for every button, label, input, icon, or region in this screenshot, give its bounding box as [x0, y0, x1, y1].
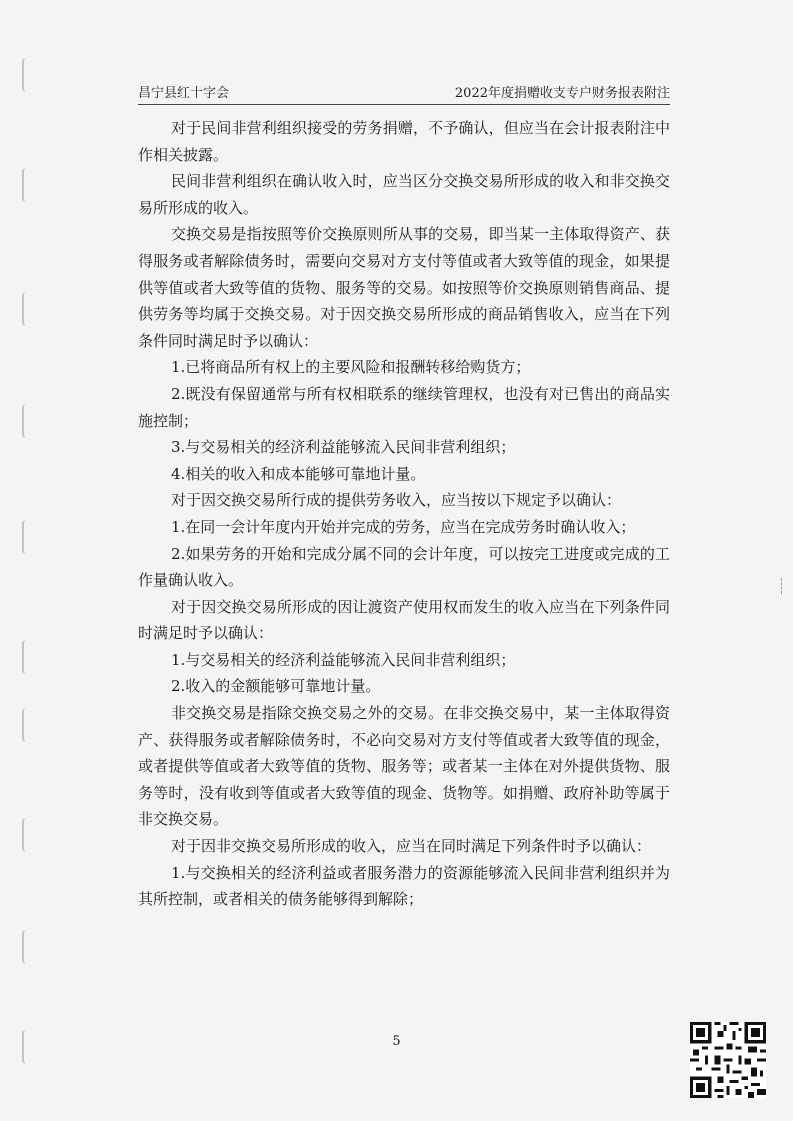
binding-hole-mark: [22, 520, 32, 554]
paragraph: 民间非营利组织在确认收入时，应当区分交换交易所形成的收入和非交换交易所形成的收入。: [138, 172, 670, 217]
paragraph: 对于因交换交易所形成的因让渡资产使用权而发生的收入应当在下列条件同时满足时予以确认：: [138, 597, 670, 643]
paragraph: 交换交易是指按照等价交换原则所从事的交易，即当某一主体取得资产、获得服务或者解除债务时，需要向交易对方支付等值或者大致等值的现金，如果提供等值或者大致等值的货物、服务等的交易。如按照等价交换原则销售商品、提供劳务等均属于交换交易。对于因交换交易所形成的商品销售收入，应当在下列条件同时满足时予以确认：: [138, 225, 670, 350]
binding-hole-mark: [22, 640, 32, 674]
binding-hole-mark: [22, 930, 32, 964]
list-item: 3.与交易相关的经济利益能够流入民间非营利组织；: [171, 438, 516, 457]
binding-hole-mark: [22, 818, 32, 852]
paragraph: 对于民间非营利组织接受的劳务捐赠，不予确认，但应当在会计报表附注中作相关披露。: [138, 119, 670, 164]
page-number: 5: [392, 1034, 401, 1049]
list-item: 1.在同一会计年度内开始并完成的劳务，应当在完成劳务时确认收入；: [171, 517, 636, 536]
page-header: [138, 86, 670, 105]
binding-hole-mark: [22, 292, 32, 326]
list-item: 2.收入的金额能够可靠地计量。: [171, 677, 381, 696]
binding-hole-mark: [22, 168, 32, 202]
paragraph: 对于因交换交易所行成的提供劳务收入，应当按以下规定予以确认：: [171, 491, 622, 510]
body-text: [138, 115, 670, 913]
paragraph: 非交换交易是指除交换交易之外的交易。在非交换交易中，某一主体取得资产、获得服务或者解除债务时，不必向交易对方支付等值或者大致等值的现金，或者提供等值或者大致等值的货物、服务等；或者某一主体在对外提供货物、服务等时，没有收到等值或者大致等值的现金、货物等。如捐赠、政府补助等属于非交换交易。: [138, 704, 670, 829]
binding-hole-mark: [22, 58, 32, 92]
binding-hole-mark: [22, 708, 32, 742]
list-item: 1.与交换相关的经济利益或者服务潜力的资源能够流入民间非营利组织并为其所控制，或者相关的债务能够得到解除；: [138, 863, 670, 909]
paragraph: 对于因非交换交易所形成的收入，应当在同时满足下列条件时予以确认：: [171, 837, 652, 856]
list-item: 1.已将商品所有权上的主要风险和报酬转移给购货方；: [171, 358, 531, 377]
binding-hole-mark: [22, 404, 32, 438]
list-item: 1.与交易相关的经济利益能够流入民间非营利组织；: [171, 650, 516, 669]
header-document-title: 2022年度捐赠收支专户财务报表附注: [454, 86, 670, 101]
header-organization: 昌宁县红十字会: [138, 86, 230, 101]
list-item: 4.相关的收入和成本能够可靠地计量。: [171, 464, 426, 483]
qr-code: [690, 1022, 766, 1098]
list-item: 2.如果劳务的开始和完成分属不同的会计年度，可以按完工进度或完成的工作量确认收入。: [138, 544, 670, 590]
scan-artifact: [781, 578, 784, 594]
list-item: 2.既没有保留通常与所有权相联系的继续管理权，也没有对已售出的商品实施控制；: [138, 384, 670, 430]
